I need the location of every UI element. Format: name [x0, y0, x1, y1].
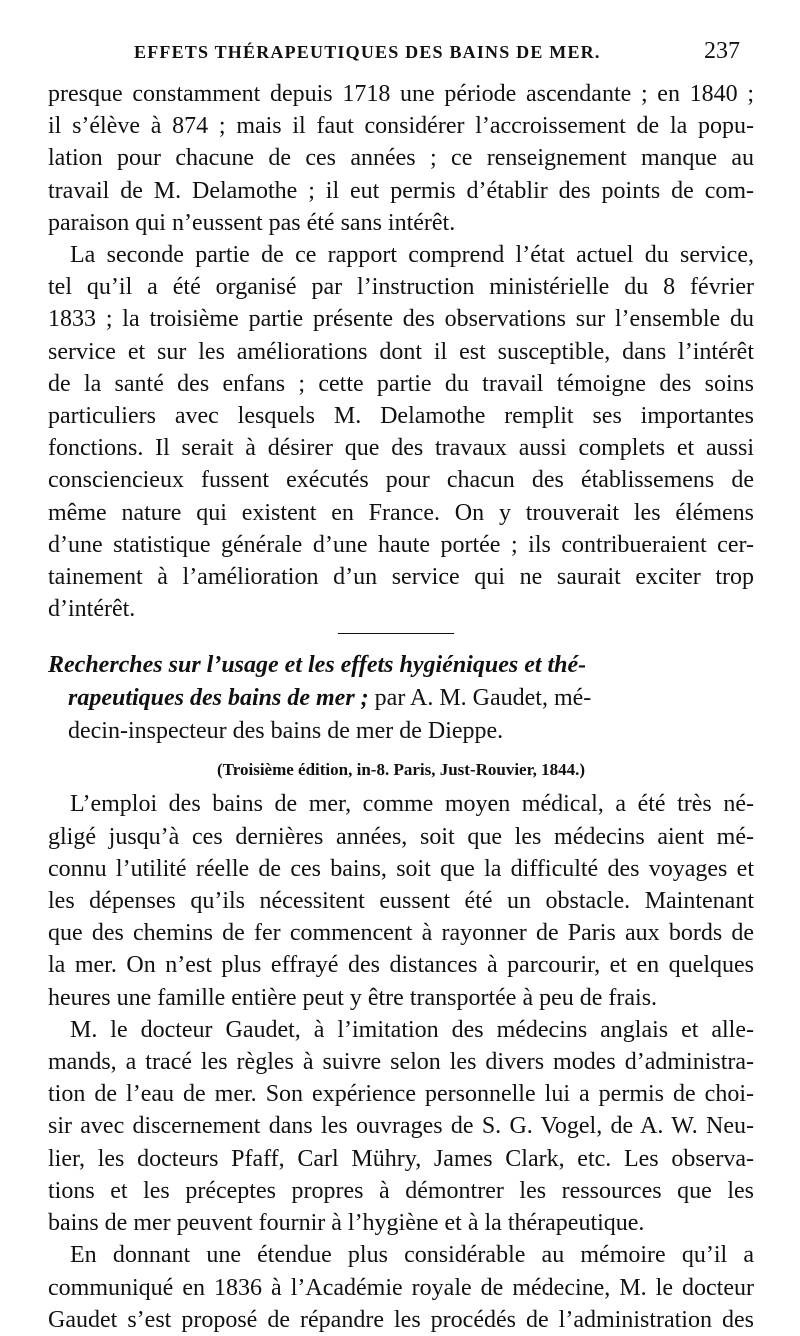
text-line: de la santé des enfans ; cette partie du travail témoigne des soins [48, 370, 754, 397]
review-heading [48, 649, 754, 748]
page-number: 237 [704, 38, 740, 64]
text-line: tion de l’eau de mer. Son expérience personnelle lui a permis de choi- [48, 1081, 754, 1108]
paragraph-2 [48, 239, 754, 625]
text-line: la mer. On n’est plus effrayé des distances à parcourir, et en quelques [48, 952, 754, 979]
review-title-rest: par A. M. Gaudet, mé- [368, 685, 592, 712]
text-line: 1833 ; la troisième partie présente des observations sur l’ensemble du [48, 306, 754, 333]
page-content [48, 78, 754, 1336]
text-line: d’intérêt. [48, 596, 136, 623]
text-line: que des chemins de fer commencent à rayonner de Paris aux bords de [48, 920, 754, 947]
running-head: EFFETS THÉRAPEUTIQUES DES BAINS DE MER. [134, 42, 601, 62]
text-line: M. le docteur Gaudet, à l’imitation des médecins anglais et alle- [70, 1016, 754, 1043]
text-line: paraison qui n’eussent pas été sans intérêt. [48, 209, 456, 236]
text-line: sir avec discernement dans les ouvrages de S. G. Vogel, de A. W. Neu- [48, 1113, 754, 1140]
publication-details: (Troisième édition, in-8. Paris, Just-Rouvier, 1844.) [217, 760, 585, 780]
text-line: tel qu’il a été organisé par l’instruction ministérielle du 8 février [48, 274, 754, 301]
text-line: gligé jusqu’à ces dernières années, soit que les médecins aient mé- [48, 823, 754, 850]
section-divider [48, 625, 754, 639]
text-line: tainement à l’amélioration d’un service qui ne saurait exciter trop [48, 564, 754, 591]
review-title-italic: rapeutiques des bains de mer ; [68, 685, 369, 712]
text-line: d’une statistique générale d’une haute portée ; ils contribueraient cer- [48, 531, 754, 558]
text-line: lation pour chacune de ces années ; ce renseignement manque au [48, 145, 754, 172]
text-line: consciencieux fussent exécutés pour chacun des établissemens de [48, 467, 754, 494]
text-line: mands, a tracé les règles à suivre selon les divers modes d’administra- [48, 1049, 754, 1076]
text-line: travail de M. Delamothe ; il eut permis d’établir des points de com- [48, 177, 754, 204]
review-title-line [48, 715, 754, 748]
text-line: les dépenses qu’ils nécessitent eussent été un obstacle. Maintenant [48, 888, 754, 915]
text-line: service et sur les améliorations dont il est susceptible, dans l’intérêt [48, 338, 754, 365]
paragraph-5 [48, 1239, 754, 1336]
paragraph-3 [48, 788, 754, 1013]
review-title-line [48, 649, 754, 682]
text-line: même nature qui existent en France. On y trouverait les élémens [48, 499, 754, 526]
text-line: Gaudet s’est proposé de répandre les procédés de l’administration des [48, 1306, 754, 1333]
page-header [48, 34, 760, 75]
paragraph-4 [48, 1014, 754, 1239]
text-line: heures une famille entière peut y être transportée à peu de frais. [48, 984, 658, 1011]
review-title-rest: decin-inspecteur des bains de mer de Dieppe. [68, 718, 504, 745]
text-line: lier, les docteurs Pfaff, Carl Mühry, James Clark, etc. Les observa- [48, 1145, 754, 1172]
review-title-italic: Recherches sur l’usage et les effets hygiéniques et thé- [48, 652, 587, 679]
text-line: En donnant une étendue plus considérable au mémoire qu’il a [70, 1242, 754, 1269]
text-line: La seconde partie de ce rapport comprend l’état actuel du service, [70, 242, 754, 269]
text-line: communiqué en 1836 à l’Académie royale de médecine, M. le docteur [48, 1274, 754, 1301]
review-title-line [48, 682, 754, 715]
text-line: L’emploi des bains de mer, comme moyen médical, a été très né- [70, 791, 754, 818]
text-line: tions et les préceptes propres à démontrer les ressources que les [48, 1177, 754, 1204]
paragraph-1 [48, 78, 754, 239]
text-line: il s’élève à 874 ; mais il faut considérer l’accroissement de la popu- [48, 113, 754, 140]
text-line: fonctions. Il serait à désirer que des travaux aussi complets et aussi [48, 435, 754, 462]
text-line: presque constamment depuis 1718 une période ascendante ; en 1840 ; [48, 81, 754, 107]
text-line: bains de mer peuvent fournir à l’hygiène et à la thérapeutique. [48, 1210, 645, 1237]
text-line: particuliers avec lesquels M. Delamothe remplit ses importantes [48, 403, 754, 430]
divider-line [338, 633, 454, 634]
text-line: connu l’utilité réelle de ces bains, soit que la difficulté des voyages et [48, 855, 754, 882]
